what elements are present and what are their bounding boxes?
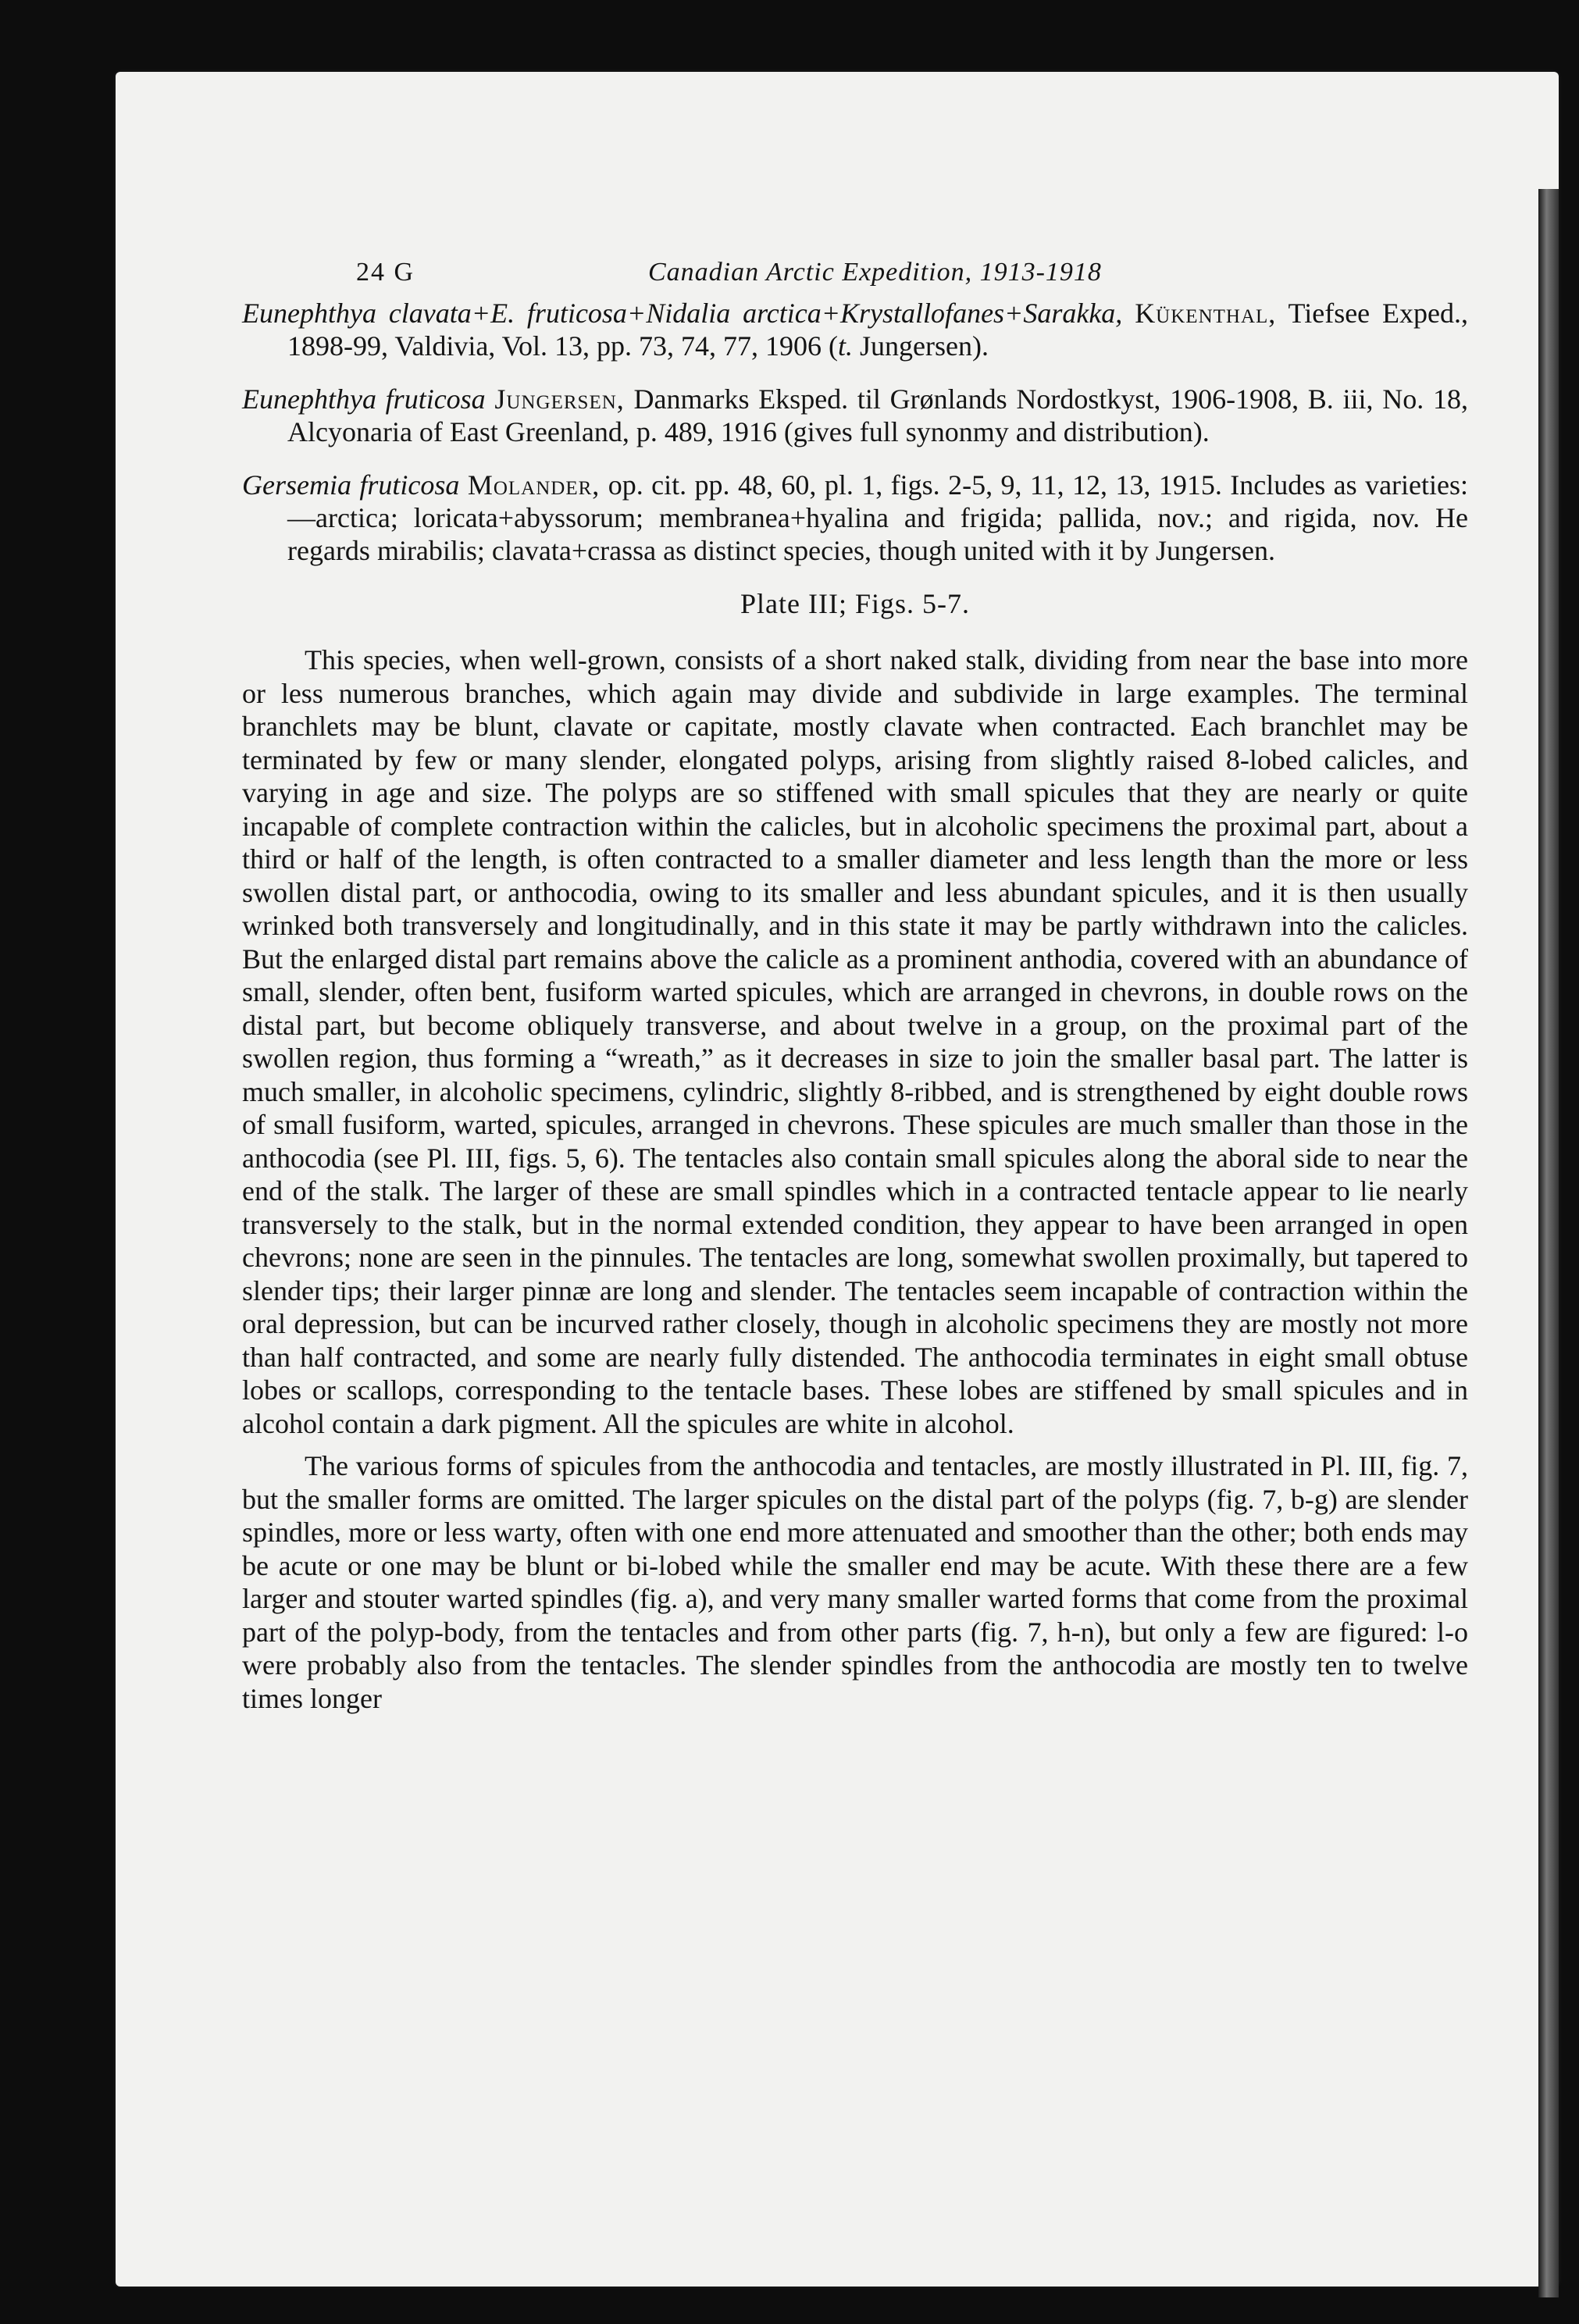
authority: Jungersen, xyxy=(494,383,625,415)
plate-reference: Plate III; Figs. 5-7. xyxy=(740,588,970,619)
page-number: 24 G xyxy=(356,258,415,287)
taxon-name: Eunephthya fruticosa xyxy=(242,383,486,415)
authority: Molander, xyxy=(467,469,601,501)
taxon-name: Eunephthya clavata+E. fruticosa+Nidalia arctica+Krystallofanes+Sarakka, xyxy=(242,298,1123,329)
synonymy-entry xyxy=(242,297,1468,362)
synonymy-entry xyxy=(242,383,1468,448)
page-content xyxy=(242,258,1468,1715)
authority: Kükenthal, xyxy=(1135,298,1277,329)
running-head xyxy=(242,258,1468,297)
citation-tail: Jungersen). xyxy=(853,330,989,362)
citation: op. cit. pp. 48, 60, pl. 1, figs. 2-5, 9, 11, 12, 13, 1915. Includes as varieties:—arctica; loricata+abyssorum; membranea+hyalina and frigida; pallida, nov.; and rigida, nov. He regards mirabilis; clavata+crassa as distinct species, though united with it by Jungersen. xyxy=(287,469,1469,566)
synonymy-entry xyxy=(242,469,1468,567)
body-paragraph: The various forms of spicules from the anthocodia and tentacles, are mostly illustrated in Pl. III, fig. 7, but the smaller forms are omitted. The larger spicules on the distal part of the polyps (fig. 7, b-g) are slender spindles, more or less warty, often with one end more attenuated and smoother than the other; both ends may be acute or one may be blunt or bi-lobed while the smaller end may be acute. With these there are a few larger and stouter warted spindles (fig. a), and very many smaller warted forms that come from the proximal part of the polyp-body, from the tentacles and from other parts (fig. 7, h-n), but only a few are figured: l-o were probably also from the tentacles. The slender spindles from the anthocodia are mostly ten to twelve times longer xyxy=(242,1450,1468,1714)
page-edge-shadow xyxy=(1538,189,1559,2297)
body-paragraph: This species, when well-grown, consists of a short naked stalk, dividing from near the base into more or less numerous branches, which again may divide and subdivide in large examples. The terminal branchlets may be blunt, clavate or capitate, mostly clavate when contracted. Each branchlet may be terminated by few or many slender, elongated polyps, arising from slightly raised 8-lobed calicles, and varying in age and size. The polyps are so stiffened with small spicules that they are nearly or quite incapable of complete contraction within the calicles, but in alcoholic specimens the proximal part, about a third or half of the length, is often contracted to a smaller diameter and less length than the more or less swollen distal part, or anthocodia, owing to its smaller and less abundant spicules, and it is then usually wrinked both transversely and longitudinally, and in this state it may be partly withdrawn into the calicles. But the enlarged distal part remains above the calicle as a prominent anthodia, covered with an abundance of small, slender, often bent, fusiform warted spicules, which are arranged in chevrons, in double rows on the distal part, but become obliquely transverse, and about twelve in a group, on the proximal part of the swollen region, thus forming a “wreath,” as it decreases in size to join the smaller basal part. The latter is much smaller, in alcoholic specimens, cylindric, slightly 8-ribbed, and is strengthened by eight double rows of small fusiform, warted, spicules, arranged in chevrons. These spicules are much smaller than those in the anthocodia (see Pl. III, figs. 5, 6). The tentacles also contain small spicules along the aboral side to near the end of the stalk. The larger of these are small spindles which in a contracted tentacle appear to lie nearly transversely to the stalk, but in the normal extended condition, they appear to have been arranged in open chevrons; none are seen in the pinnules. The tentacles are long, somewhat swollen proximally, but tapered to slender tips; their larger pinnæ are long and slender. The tentacles seem incapable of contraction within the oral depression, but can be incurved rather closely, though in alcoholic specimens they are mostly not more than half contracted, and some are nearly fully distended. The anthocodia terminates in eight small obtuse lobes or scallops, corresponding to the tentacle bases. These lobes are stiffened by small spicules and in alcohol contain a dark pigment. All the spicules are white in alcohol. xyxy=(242,644,1468,1439)
running-title: Canadian Arctic Expedition, 1913-1918 xyxy=(648,258,1102,287)
citation: Tiefsee Exped., 1898-99, Valdivia, Vol. 13, pp. 73, 74, 77, 1906 ( xyxy=(287,298,1468,362)
taxon-name: Gersemia fruticosa xyxy=(242,469,460,501)
citation-italic: t. xyxy=(838,330,854,362)
citation: Danmarks Eksped. til Grønlands Nordostkyst, 1906-1908, B. iii, No. 18, Alcyonaria of East Greenland, p. 489, 1916 (gives full synonmy and distribution). xyxy=(287,383,1469,447)
